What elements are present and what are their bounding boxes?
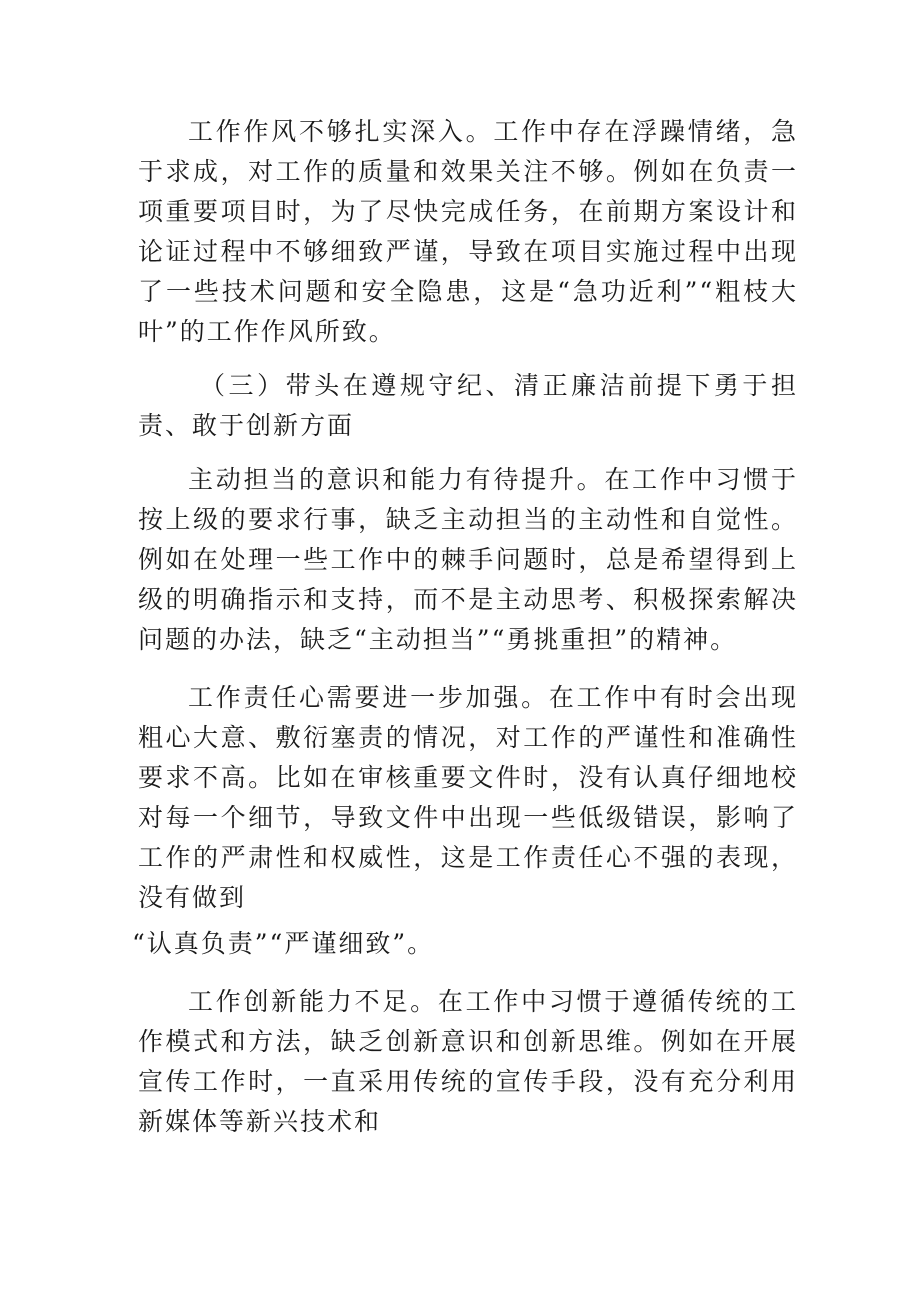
paragraph-initiative: 主动担当的意识和能力有待提升。在工作中习惯于按上级的要求行事，缺乏主动担当的主动性和自觉性。例如在处理一些工作中的棘手问题时，总是希望得到上级的明确指示和支持，而不是主动思考、积极探索解决问题的办法，缺乏“主动担当”“勇挑重担”的精神。 — [138, 465, 798, 654]
paragraph-work-style: 工作作风不够扎实深入。工作中存在浮躁情绪，急于求成，对工作的质量和效果关注不够。例如在负责一项重要项目时，为了尽快完成任务，在前期方案设计和论证过程中不够细致严谨，导致在项目实施过程中出现了一些技术问题和安全隐患，这是“急功近利”“粗枝大叶”的工作作风所致。 — [138, 117, 798, 346]
paragraph-responsibility-tail: “认真负责”“严谨细致”。 — [132, 929, 435, 958]
paragraph-responsibility: 工作责任心需要进一步加强。在工作中有时会出现粗心大意、敷衍塞责的情况，对工作的严谨性和准确性要求不高。比如在审核重要文件时，没有认真仔细地校对每一个细节，导致文件中出现一些低级错误，影响了工作的严肃性和权威性，这是工作责任心不强的表现，没有做到 — [138, 683, 798, 912]
paragraph-innovation: 工作创新能力不足。在工作中习惯于遵循传统的工作模式和方法，缺乏创新意识和创新思维。例如在开展宣传工作时，一直采用传统的宣传手段，没有充分利用新媒体等新兴技术和 — [138, 987, 798, 1136]
document-body — [132, 112, 798, 1142]
section-heading-3: （三）带头在遵规守纪、清正廉洁前提下勇于担责、敢于创新方面 — [138, 371, 798, 440]
